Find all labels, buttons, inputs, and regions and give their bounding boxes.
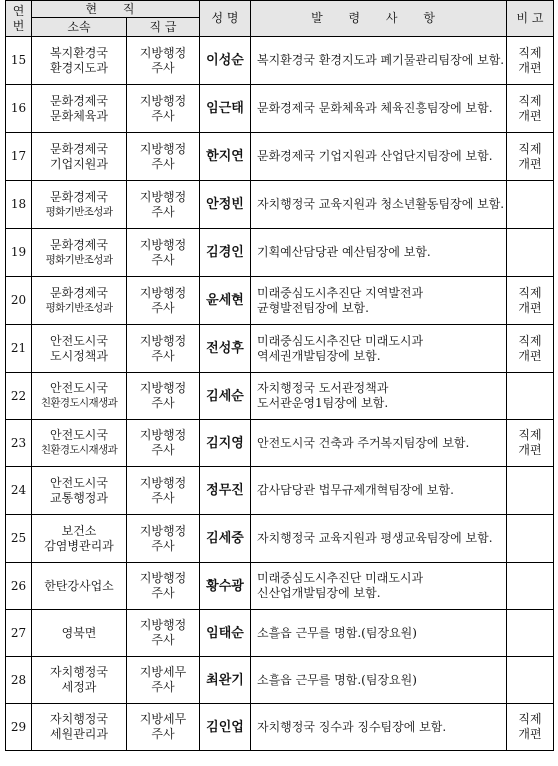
row-order (251, 610, 507, 657)
row-number (6, 133, 32, 181)
row-dept (32, 133, 127, 181)
row-note-line2: 개편 (518, 348, 542, 363)
row-order (251, 325, 507, 373)
row-rank (127, 563, 200, 610)
row-dept (32, 373, 127, 420)
row-note (507, 181, 554, 229)
row-rank-line2: 주사 (151, 300, 175, 315)
row-note-line1: 직제 (518, 45, 542, 60)
table-row (6, 467, 554, 515)
table-row (6, 373, 554, 420)
row-name (200, 657, 251, 704)
row-rank-line2: 주사 (151, 348, 175, 363)
row-order (251, 133, 507, 181)
row-order (251, 85, 507, 133)
row-rank-line1: 지방행정 (139, 523, 187, 538)
row-name-text: 이성순 (206, 53, 244, 68)
row-note-line1: 직제 (518, 712, 542, 726)
row-name (200, 85, 251, 133)
row-number-text: 19 (10, 245, 27, 259)
row-name-text: 김세순 (206, 388, 244, 404)
row-order (251, 229, 507, 277)
row-dept-line2: 감염병관리과 (44, 538, 114, 553)
row-number-text: 16 (10, 101, 27, 115)
row-note-line1: 직제 (518, 93, 542, 108)
row-number (6, 229, 32, 277)
row-order (251, 563, 507, 610)
row-dept-line2: 평화기반조성과 (45, 253, 113, 266)
row-name-text: 정무진 (206, 483, 244, 498)
row-rank-line1: 지방행정 (139, 237, 187, 252)
row-rank-line1: 지방행정 (139, 45, 187, 60)
row-dept (32, 467, 127, 515)
row-rank (127, 610, 200, 657)
row-name (200, 229, 251, 277)
row-note-line1: 직제 (518, 333, 542, 348)
row-number-text: 27 (10, 625, 27, 640)
row-rank-line2: 주사 (151, 60, 175, 75)
row-note (507, 229, 554, 277)
row-name (200, 420, 251, 467)
row-number (6, 563, 32, 610)
row-number-text: 29 (10, 719, 27, 734)
row-rank (127, 85, 200, 133)
row-note (507, 704, 554, 751)
row-number (6, 657, 32, 704)
row-dept-line2: 교통행정과 (50, 490, 108, 505)
table-row (6, 563, 554, 610)
row-name-text: 전성후 (206, 341, 244, 356)
row-dept-line2: 친환경도시재생과 (40, 444, 118, 456)
row-dept (32, 610, 127, 657)
row-note-line1: 직제 (518, 428, 542, 442)
row-dept-line1: 자치행정국 (50, 712, 108, 726)
row-order-line1: 자치행정국 교육지원과 평생교육팀장에 보함. (257, 531, 493, 545)
table-row (6, 704, 554, 751)
row-rank-line2: 주사 (151, 490, 175, 505)
row-order (251, 704, 507, 751)
row-name-text: 임태순 (206, 625, 244, 641)
row-dept-line2: 친환경도시재생과 (40, 397, 118, 409)
row-rank-line2: 주사 (151, 204, 175, 219)
row-rank-line1: 지방행정 (139, 333, 187, 348)
row-rank-line2: 주사 (151, 680, 175, 694)
row-rank (127, 467, 200, 515)
table-row (6, 420, 554, 467)
row-order-line2: 신산업개발팀장에 보함. (257, 586, 381, 600)
row-order-line1: 기획예산담당관 예산팀장에 보함. (257, 245, 431, 259)
row-dept-line1: 안전도시국 (50, 428, 108, 442)
row-rank-line2: 주사 (151, 538, 175, 553)
table-row (6, 133, 554, 181)
row-note (507, 277, 554, 325)
row-note (507, 420, 554, 467)
header-name: 성 명 (200, 1, 251, 37)
row-dept-line1: 한탄강사업소 (44, 578, 114, 593)
row-dept (32, 704, 127, 751)
personnel-table-wrapper (5, 0, 554, 751)
row-name (200, 515, 251, 563)
row-dept (32, 515, 127, 563)
row-dept-line1: 복지환경국 (50, 45, 108, 60)
header-no-bottom: 번 (12, 18, 25, 33)
row-order (251, 181, 507, 229)
row-dept-line1: 영북면 (61, 625, 97, 640)
row-rank (127, 37, 200, 85)
row-name-text: 안정빈 (206, 197, 244, 212)
table-body (6, 37, 554, 751)
row-dept (32, 229, 127, 277)
row-number-text: 18 (10, 197, 27, 211)
row-order-line2: 역세권개발팀장에 보함. (257, 348, 381, 363)
row-order-line1: 미래중심도시추진단 지역발전과 (257, 285, 424, 300)
row-name (200, 181, 251, 229)
row-name (200, 37, 251, 85)
row-dept-line1: 문화경제국 (50, 141, 108, 156)
header-current: 현 직 (32, 1, 200, 18)
row-order-line2: 도서관운영1팀장에 보함. (257, 396, 389, 410)
row-rank (127, 277, 200, 325)
header-rank: 직 급 (127, 18, 200, 37)
row-number-text: 24 (10, 483, 27, 497)
row-rank-line2: 주사 (151, 727, 175, 741)
table-row (6, 515, 554, 563)
row-dept (32, 657, 127, 704)
row-order (251, 657, 507, 704)
row-order-line1: 문화경제국 기업지원과 산업단지팀장에 보함. (257, 149, 493, 163)
row-name (200, 277, 251, 325)
row-number (6, 515, 32, 563)
table-row (6, 277, 554, 325)
row-rank-line1: 지방행정 (139, 93, 187, 108)
row-rank (127, 657, 200, 704)
row-dept-line2: 도시정책과 (50, 348, 108, 363)
row-rank-line1: 지방세무 (139, 665, 187, 679)
row-rank-line2: 주사 (151, 396, 175, 410)
row-order (251, 467, 507, 515)
row-rank-line2: 주사 (151, 156, 175, 171)
row-dept (32, 563, 127, 610)
row-number (6, 85, 32, 133)
row-rank (127, 181, 200, 229)
row-number (6, 373, 32, 420)
row-number-text: 17 (10, 149, 27, 163)
row-order-line1: 안전도시국 건축과 주거복지팀장에 보함. (257, 435, 470, 450)
row-name-text: 황수광 (206, 578, 244, 594)
row-number (6, 325, 32, 373)
row-number (6, 467, 32, 515)
row-rank (127, 420, 200, 467)
row-name-text: 최완기 (206, 672, 244, 688)
row-rank-line1: 지방행정 (139, 428, 187, 442)
row-note (507, 563, 554, 610)
row-name (200, 373, 251, 420)
row-order (251, 37, 507, 85)
row-dept (32, 325, 127, 373)
row-name (200, 704, 251, 751)
table-row (6, 181, 554, 229)
row-note-line2: 개편 (518, 156, 542, 171)
row-note-line2: 개편 (518, 727, 542, 741)
row-note-line2: 개편 (518, 443, 542, 457)
row-note (507, 373, 554, 420)
row-number-text: 25 (10, 531, 27, 545)
row-name (200, 133, 251, 181)
row-number (6, 181, 32, 229)
row-order-line1: 자치행정국 징수과 징수팀장에 보함. (257, 719, 447, 734)
row-note-line2: 개편 (518, 300, 542, 315)
row-number (6, 420, 32, 467)
row-note (507, 133, 554, 181)
row-order-line2: 균형발전팀장에 보함. (257, 300, 369, 315)
row-rank-line1: 지방행정 (139, 381, 187, 395)
row-order (251, 515, 507, 563)
row-name-text: 김세중 (206, 531, 244, 546)
row-dept-line1: 문화경제국 (50, 93, 108, 108)
row-note (507, 610, 554, 657)
table-row (6, 325, 554, 373)
row-dept-line1: 자치행정국 (50, 665, 108, 679)
row-number-text: 28 (10, 672, 27, 687)
row-order (251, 420, 507, 467)
row-name (200, 325, 251, 373)
row-dept (32, 181, 127, 229)
row-name-text: 윤세현 (206, 293, 244, 308)
row-rank-line2: 주사 (151, 633, 175, 647)
row-note (507, 657, 554, 704)
row-name-text: 김지영 (206, 435, 244, 451)
row-order-line1: 문화경제국 문화체육과 체육진흥팀장에 보함. (257, 101, 493, 115)
row-dept-line2: 환경지도과 (50, 60, 108, 75)
row-order-line1: 감사담당관 법무규제개혁팀장에 보함. (257, 483, 454, 497)
row-dept-line1: 문화경제국 (50, 285, 108, 300)
table-row (6, 610, 554, 657)
row-dept-line1: 안전도시국 (50, 381, 108, 395)
row-rank-line1: 지방행정 (139, 475, 187, 490)
row-dept (32, 277, 127, 325)
row-name (200, 610, 251, 657)
row-note-line1: 직제 (518, 141, 542, 156)
row-dept-line1: 문화경제국 (50, 237, 108, 252)
row-rank-line2: 주사 (151, 252, 175, 267)
table-row (6, 657, 554, 704)
header-note: 비 고 (507, 1, 554, 37)
row-note-line1: 직제 (518, 285, 542, 300)
header-order: 발 령 사 항 (251, 1, 507, 37)
row-order-line1: 소흘읍 근무를 명함.(팀장요원) (257, 672, 417, 687)
row-name (200, 467, 251, 515)
row-dept (32, 37, 127, 85)
header-no (6, 1, 32, 37)
row-number-text: 15 (10, 53, 27, 67)
row-note (507, 37, 554, 85)
table-row (6, 85, 554, 133)
table-row (6, 229, 554, 277)
row-note (507, 467, 554, 515)
row-number-text: 23 (10, 435, 27, 450)
row-number (6, 277, 32, 325)
row-dept-line2: 평화기반조성과 (45, 205, 113, 218)
header-no-top: 연 (12, 3, 25, 18)
row-dept-line2: 기업지원과 (50, 156, 108, 171)
row-rank-line1: 지방세무 (139, 712, 187, 726)
row-rank-line1: 지방행정 (139, 618, 187, 632)
row-number-text: 26 (10, 578, 27, 593)
row-order-line1: 소흘읍 근무를 명함.(팀장요원) (257, 625, 417, 640)
row-name-text: 한지연 (206, 149, 244, 164)
row-name (200, 563, 251, 610)
row-rank (127, 704, 200, 751)
row-number (6, 37, 32, 85)
row-name-text: 김인업 (206, 719, 244, 735)
personnel-order-table (5, 0, 554, 751)
row-order-line1: 자치행정국 도서관정책과 (257, 381, 389, 395)
row-order-line1: 미래중심도시추진단 미래도시과 (257, 571, 424, 585)
row-order-line1: 복지환경국 환경지도과 폐기물관리팀장에 보함. (257, 53, 505, 67)
row-name-text: 김경인 (206, 245, 244, 260)
row-dept (32, 85, 127, 133)
header-row-top (6, 1, 554, 18)
row-rank-line2: 주사 (151, 108, 175, 123)
row-rank-line2: 주사 (151, 586, 175, 600)
row-name-text: 임근태 (206, 101, 244, 116)
row-rank-line1: 지방행정 (139, 189, 187, 204)
row-note (507, 515, 554, 563)
row-rank-line1: 지방행정 (139, 141, 187, 156)
row-rank (127, 229, 200, 277)
row-note-line2: 개편 (518, 60, 542, 75)
row-order-line1: 미래중심도시추진단 미래도시과 (257, 333, 424, 348)
header-dept: 소속 (32, 18, 127, 37)
row-number-text: 20 (10, 293, 27, 307)
row-rank-line2: 주사 (151, 443, 175, 457)
row-dept-line2: 문화체육과 (50, 108, 108, 123)
row-dept-line1: 문화경제국 (50, 189, 108, 204)
row-dept-line2: 세원관리과 (50, 727, 108, 741)
row-dept-line1: 안전도시국 (50, 333, 108, 348)
row-rank-line1: 지방행정 (139, 285, 187, 300)
row-rank (127, 325, 200, 373)
row-note (507, 325, 554, 373)
table-row (6, 37, 554, 85)
row-dept-line2: 세정과 (61, 680, 97, 694)
row-dept (32, 420, 127, 467)
row-dept-line2: 평화기반조성과 (45, 301, 113, 314)
row-number (6, 610, 32, 657)
row-rank (127, 515, 200, 563)
row-number-text: 22 (10, 388, 27, 403)
row-dept-line1: 안전도시국 (50, 475, 108, 490)
row-order (251, 277, 507, 325)
row-rank (127, 133, 200, 181)
row-note-line2: 개편 (518, 108, 542, 123)
row-number-text: 21 (10, 341, 27, 355)
row-rank (127, 373, 200, 420)
row-dept-line1: 보건소 (61, 523, 97, 538)
row-order-line1: 자치행정국 교육지원과 청소년활동팀장에 보함. (257, 197, 505, 211)
row-rank-line1: 지방행정 (139, 571, 187, 585)
row-order (251, 373, 507, 420)
row-number (6, 704, 32, 751)
row-note (507, 85, 554, 133)
